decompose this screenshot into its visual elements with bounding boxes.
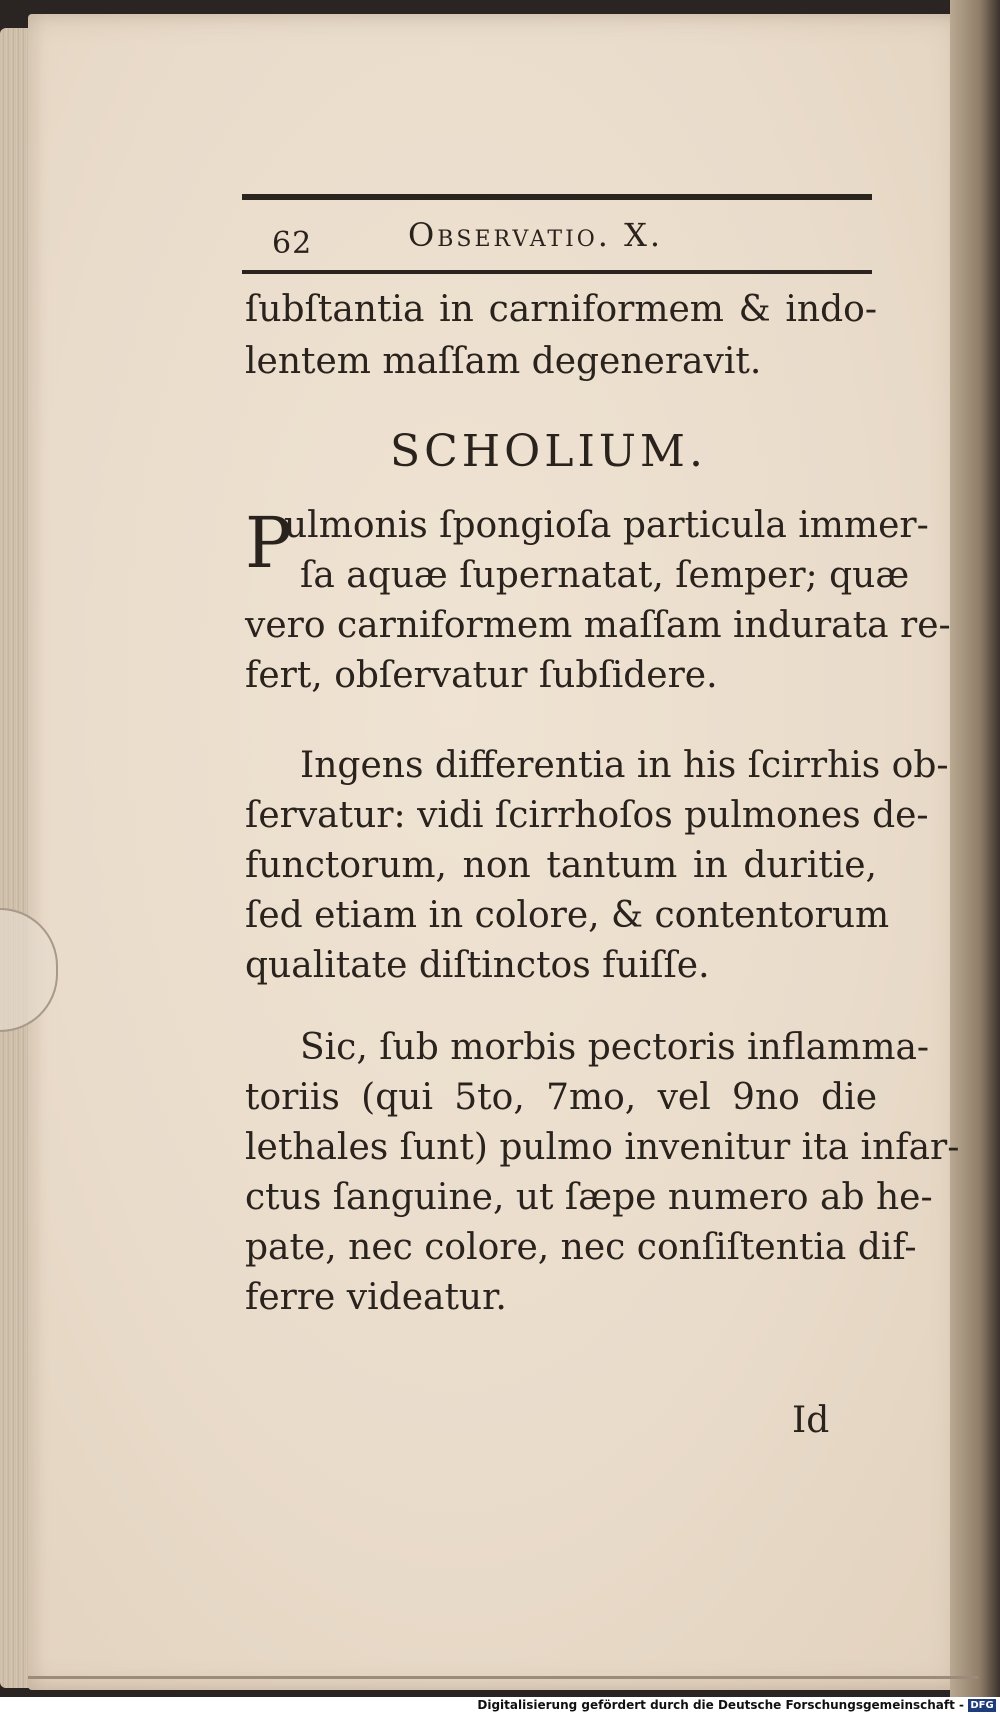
text-line: fert, obſervatur ſubſidere. [245, 655, 718, 696]
text-line: ctus ſanguine, ut ſæpe numero ab he- [245, 1177, 933, 1218]
header-bottom-rule [242, 270, 872, 274]
page-number: 62 [272, 226, 313, 261]
text-line: ulmonis ſpongioſa particula immer- [284, 505, 929, 546]
running-head-title: Observatio. X. [408, 216, 664, 254]
text-line: pate, nec colore, nec conſiſtentia dif- [245, 1227, 917, 1268]
dfg-logo-icon: DFG [968, 1699, 996, 1712]
text-line: lethales ſunt) pulmo invenitur ita infar- [245, 1127, 960, 1168]
text-line: ſervatur: vidi ſcirrhoſos pulmones de- [245, 795, 929, 836]
text-line: qualitate diſtinctos fuiſſe. [245, 945, 710, 986]
text-line: ſed etiam in colore, & contentorum [245, 895, 890, 936]
text-line: ferre videatur. [245, 1277, 507, 1318]
catchword: Id [792, 1400, 830, 1441]
header-top-rule [242, 194, 872, 200]
text-line: vero carniformem maſſam indurata re- [245, 605, 951, 646]
text-line: ſa aquæ ſupernatat, ſemper; quæ [300, 555, 910, 596]
text-line: ſubſtantia in carniformem & indo- [245, 289, 877, 330]
text-line: Ingens differentia in his ſcirrhis ob- [300, 745, 949, 786]
text-line: lentem maſſam degeneravit. [245, 341, 762, 382]
text-line: toriis (qui 5to, 7mo, vel 9no die [245, 1077, 877, 1118]
text-line: Sic, ſub morbis pectoris inflamma- [300, 1027, 930, 1068]
drop-cap: P [245, 502, 293, 584]
text-line: functorum, non tantum in duritie, [245, 845, 877, 886]
section-heading: SCHOLIUM. [390, 426, 707, 477]
footer-credit: Digitalisierung gefördert durch die Deutsche Forschungsgemeinschaft - [477, 1698, 964, 1712]
